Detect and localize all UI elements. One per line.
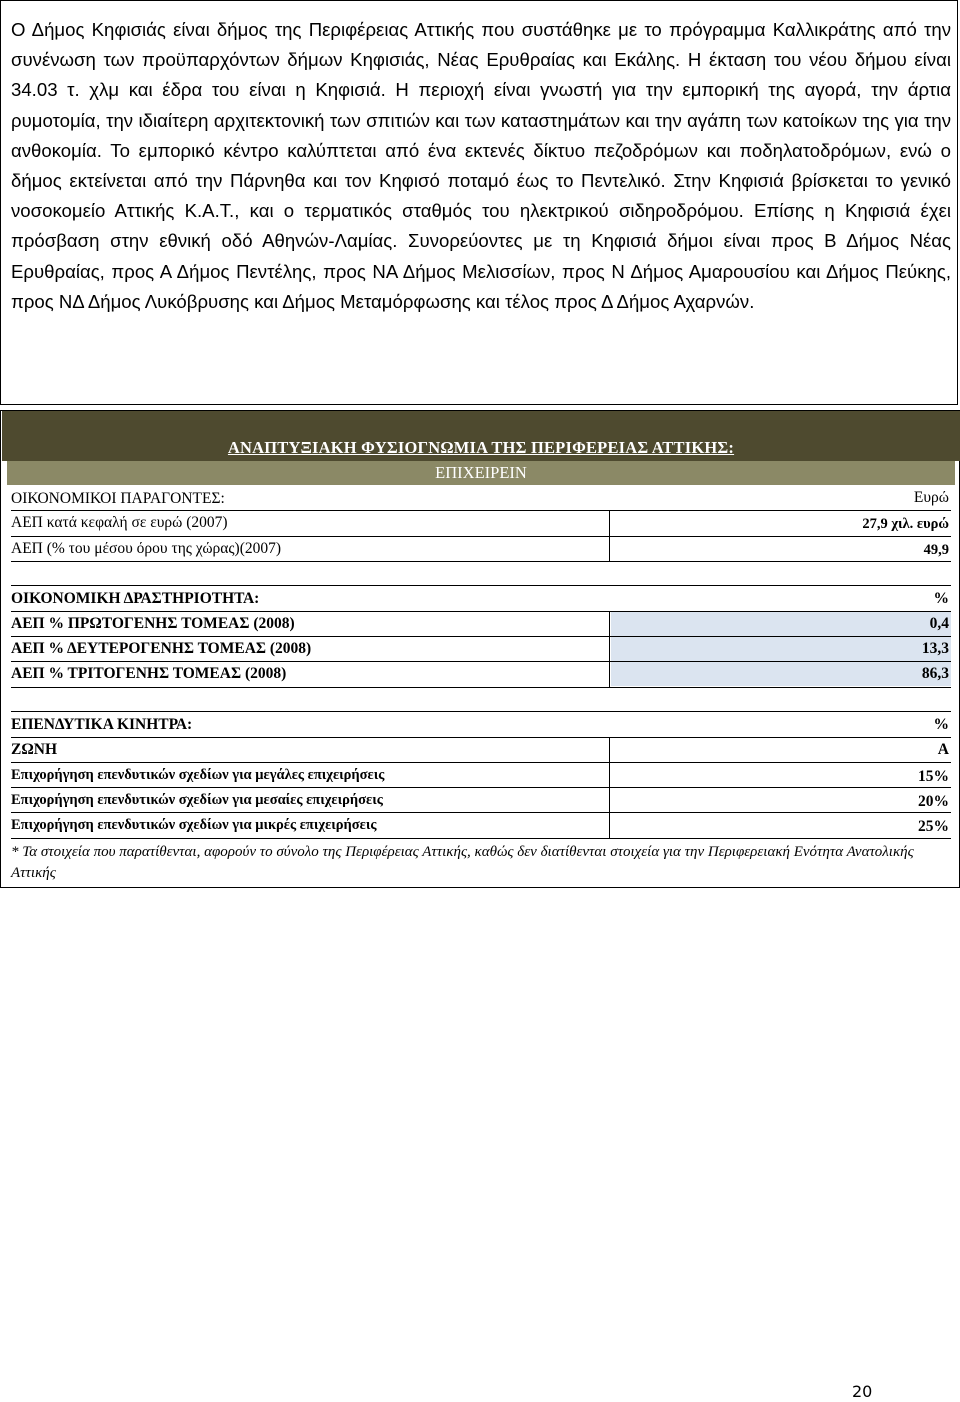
economic-header-row	[11, 487, 951, 511]
zone-value: Α	[937, 741, 949, 758]
zone-row	[11, 738, 951, 762]
table-row	[11, 511, 951, 535]
profile-table	[0, 410, 960, 888]
row-divider	[11, 838, 951, 839]
economic-unit: Ευρώ	[913, 489, 949, 506]
row-label: ΑΕΠ % ΤΡΙΤΟΓΕΝΗΣ ΤΟΜΕΑΣ (2008)	[11, 665, 287, 682]
row-value: 49,9	[923, 542, 949, 558]
row-value: 13,3	[921, 640, 949, 657]
intro-box	[0, 0, 958, 405]
table-row	[11, 662, 951, 686]
row-divider	[11, 711, 951, 712]
row-divider	[11, 585, 951, 586]
activity-unit: %	[933, 590, 949, 607]
row-label: ΑΕΠ (% του μέσου όρου της χώρας)(2007)	[11, 540, 282, 557]
row-value: 15%	[918, 768, 949, 785]
row-label: Επιχορήγηση επενδυτικών σχεδίων για μικρές επιχειρήσεις	[11, 817, 377, 833]
intro-paragraph: Ο Δήμος Κηφισιάς είναι δήμος της Περιφέρειας Αττικής που συστάθηκε με το πρόγραμμα Καλλικράτης από την συνένωση των προϋπαρχόντων δήμων Κηφισιάς, Νέας Ερυθραίας και Εκάλης. Η έκταση του νέου δήμου είναι 34.03 τ. χλμ και έδρα του είναι η Κηφισιά. Η περιοχή είναι γνωστή για την εμπορική της αγορά, την άρτια ρυμοτομία, την ιδιαίτερη αρχιτεκτονική των σπιτιών και των καταστημάτων και την αγάπη των κατοίκων της για την ανθοκομία. Το εμπορικό κέντρο καλύπτεται από ένα εκτενές δίκτυο πεζοδρόμων και ποδηλατοδρόμων, ενώ ο δήμος εκτείνεται από την Πάρνηθα και τον Κηφισό ποταμό έως το Πεντελικό. Στην Κηφισιά βρίσκεται το γενικό νοσοκομείο Αττικής Κ.Α.Τ., και ο τερματικός σταθμός του ηλεκτρικού σιδηροδρόμου. Επίσης η Κηφισιά έχει πρόσβαση στην εθνική οδό Αθηνών-Λαμίας. Συνορεύοντες με τη Κηφισιά δήμοι είναι προς Β Δήμος Νέας Ερυθραίας, προς Α Δήμος Πεντέλης, προς ΝΑ Δήμος Μελισσίων, προς Ν Δήμος Αμαρουσίου και Δήμος Πεύκης, προς ΝΔ Δήμος Λυκόβρυσης και Δήμος Μεταμόρφωσης και τέλος προς Δ Δήμος Αχαρνών.	[11, 19, 951, 312]
incentives-unit: %	[933, 716, 949, 733]
incentives-header-row	[11, 713, 951, 737]
row-value: 25%	[918, 818, 949, 835]
value-cell	[611, 612, 951, 636]
table-row	[11, 813, 951, 837]
activity-header: ΟΙΚΟΝΟΜΙΚΗ ΔΡΑΣΤΗΡΙΟΤΗΤΑ:	[11, 590, 260, 607]
row-value: 20%	[918, 793, 949, 810]
row-label: Επιχορήγηση επενδυτικών σχεδίων για μεγάλες επιχειρήσεις	[11, 767, 385, 783]
row-value: 0,4	[929, 615, 949, 632]
row-value: 86,3	[921, 665, 949, 682]
value-cell	[611, 662, 951, 686]
column-divider	[609, 738, 610, 838]
table-row	[11, 763, 951, 787]
table-row	[11, 788, 951, 812]
activity-header-row	[11, 587, 951, 611]
row-label: ΑΕΠ κατά κεφαλή σε ευρώ (2007)	[11, 514, 228, 531]
incentives-header: ΕΠΕΝΔΥΤΙΚΑ ΚΙΝΗΤΡΑ:	[11, 716, 193, 733]
zone-label: ΖΩΝΗ	[11, 741, 58, 758]
footnote: * Τα στοιχεία που παρατίθενται, αφορούν το σύνολο της Περιφέρειας Αττικής, καθώς δεν διατίθενται στοιχεία για την Περιφερειακή Ενότητα Ανατολικής Αττικής	[11, 844, 914, 881]
table-row	[11, 637, 951, 661]
value-cell	[611, 637, 951, 661]
row-value: 27,9 χιλ. ευρώ	[862, 516, 949, 532]
economic-header: ΟΙΚΟΝΟΜΙΚΟΙ ΠΑΡΑΓΟΝΤΕΣ:	[11, 490, 225, 507]
column-divider	[609, 612, 610, 687]
column-divider	[609, 511, 610, 561]
row-label: ΑΕΠ % ΠΡΩΤΟΓΕΝΗΣ ΤΟΜΕΑΣ (2008)	[11, 615, 295, 632]
table-subtitle: ΕΠΙΧΕΙΡΕΙΝ	[435, 463, 527, 482]
row-divider	[11, 687, 951, 688]
table-row	[11, 537, 951, 561]
table-row	[11, 612, 951, 636]
row-label: ΑΕΠ % ΔΕΥΤΕΡΟΓΕΝΗΣ ΤΟΜΕΑΣ (2008)	[11, 640, 312, 657]
table-title: ΑΝΑΠΤΥΞΙΑΚΗ ΦΥΣΙΟΓΝΩΜΙΑ ΤΗΣ ΠΕΡΙΦΕΡΕΙΑΣ ΑΤΤΙΚΗΣ:	[227, 438, 735, 457]
row-label: Επιχορήγηση επενδυτικών σχεδίων για μεσαίες επιχειρήσεις	[11, 792, 383, 808]
row-divider	[11, 561, 951, 562]
page-number: 20	[852, 1382, 873, 1401]
